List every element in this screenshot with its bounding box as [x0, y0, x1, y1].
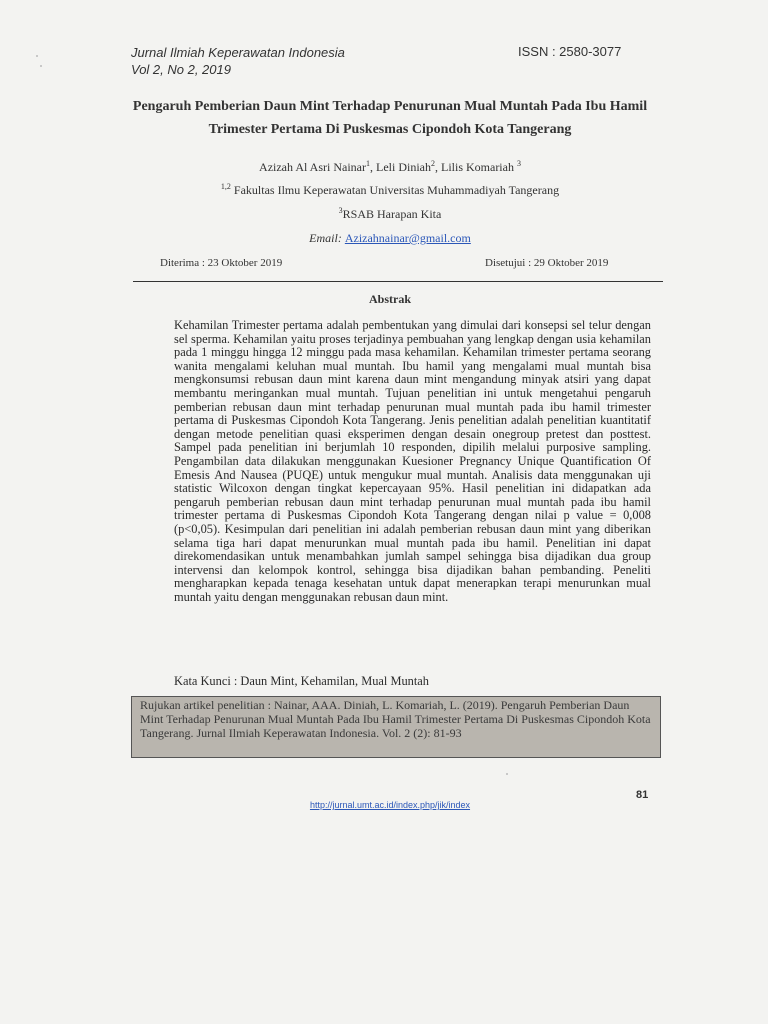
journal-header	[131, 44, 345, 78]
page-number: 81	[636, 789, 649, 801]
affiliation-sup: 3	[338, 206, 343, 215]
citation-box: Rujukan artikel penelitian : Nainar, AAA. Diniah, L. Komariah, L. (2019). Pengaruh Pemberian Daun Mint Terhadap Penurunan Mual Muntah Pada Ibu Hamil Trimester Pertama Di Puskesmas Cipondoh Kota Tangerang. Jurnal Ilmiah Keperawatan Indonesia. Vol. 2 (2): 81-93	[131, 696, 661, 758]
author-name: Leli Diniah	[376, 160, 431, 174]
author-name: Azizah Al Asri Nainar	[259, 160, 366, 174]
abstract-body: Kehamilan Trimester pertama adalah pembentukan yang dimulai dari konsepsi sel telur dengan sel sperma. Kehamilan yaitu proses terjadinya pembuahan yang lengkap dengan usia kehamilan pada 1 minggu hingga 12 minggu pada masa kehamilan. Kehamilan trimester pertama seorang wanita mengalami keluhan mual muntah. Ibu hamil yang mengalami mual muntah bisa mengkonsumsi rebusan daun mint karena daun mint mengandung minyak atsiri yang dapat membantu meringankan mual muntah. Tujuan penelitian ini untuk mengetahui pengaruh pemberian rebusan daun mint terhadap penurunan mual muntah pada ibu hamil trimester pertama di Puskesmas Cipondoh Kota Tangerang. Jenis penelitian adalah penelitian kuantitatif dengan metode penelitian quasi eksperimen dengan desain onegroup pretest dan posttest. Sampel pada penelitian ini berjumlah 10 responden, dipilih melalui purposive sampling. Pengambilan data dilakukan menggunakan Kuesioner Pregnancy Unique Quantification Of Emesis And Nausea (PUQE) untuk mengukur mual muntah. Analisis data menggunakan uji statistic Wilcoxon dengan tingkat kepercayaan 95%. Hasil penelitian ini didapatkan ada pengaruh pemberian rebusan daun mint terhadap penurunan mual muntah pada ibu hamil trimester pertama di Puskesmas Cipondoh Kota Tangerang dengan nilai p value = 0,008 (p<0,05). Kesimpulan dari penelitian ini adalah pemberian rebusan daun mint yang diberikan selama tiga hari dapat menurunkan mual muntah pada ibu hamil. Penelitian ini dapat direkomendasikan untuk menambahkan jumlah sampel sehingga bisa dijadikan dua group intervensi dan kelompok kontrol, sehingga bisa dijadikan bahan pembanding. Peneliti mengharapkan kepada tenaga kesehatan untuk dapat menerapkan terapi menurunkan mual muntah yaitu dengan menggunakan rebusan daun mint.	[174, 318, 651, 604]
email-line	[110, 231, 670, 246]
issn: ISSN : 2580-3077	[518, 44, 622, 59]
article-title: Pengaruh Pemberian Daun Mint Terhadap Penurunan Mual Muntah Pada Ibu Hamil Trimester Pertama Di Puskesmas Cipondoh Kota Tangerang	[132, 99, 648, 137]
abstract-heading: Abstrak	[368, 292, 411, 306]
author-sup: 1	[366, 159, 370, 168]
scan-speck	[40, 65, 42, 67]
journal-url-link[interactable]: http://jurnal.umt.ac.id/index.php/jik/index	[309, 800, 471, 810]
affiliation-2	[110, 207, 670, 222]
received-date: Diterima : 23 Oktober 2019	[160, 257, 283, 269]
accepted-date: Disetujui : 29 Oktober 2019	[485, 257, 609, 269]
email-label: Email:	[309, 231, 342, 245]
author-sup: 2	[430, 159, 435, 168]
author-sup: 3	[516, 159, 521, 168]
keywords: Kata Kunci : Daun Mint, Kehamilan, Mual Muntah	[174, 674, 429, 688]
email-link[interactable]: Azizahnainar@gmail.com	[344, 231, 471, 245]
scan-speck	[506, 773, 508, 775]
journal-volume: Vol 2, No 2, 2019	[131, 62, 231, 77]
author-line: Azizah Al Asri Nainar$^1$, Leli Diniah$^2$, Lilis Komariah $^3$	[259, 159, 521, 174]
author-name: Lilis Komariah	[440, 160, 514, 174]
affiliation-text: Fakultas Ilmu Keperawatan Universitas Muhammadiyah Tangerang	[233, 183, 560, 197]
journal-name: Jurnal Ilmiah Keperawatan Indonesia	[131, 45, 345, 60]
affiliation-1	[110, 183, 670, 198]
header-divider	[133, 281, 663, 282]
affiliation-text: RSAB Harapan Kita	[342, 207, 442, 221]
footer-url[interactable]	[110, 800, 670, 810]
scan-speck	[36, 55, 38, 57]
affiliation-sup: 1,2	[220, 182, 231, 191]
